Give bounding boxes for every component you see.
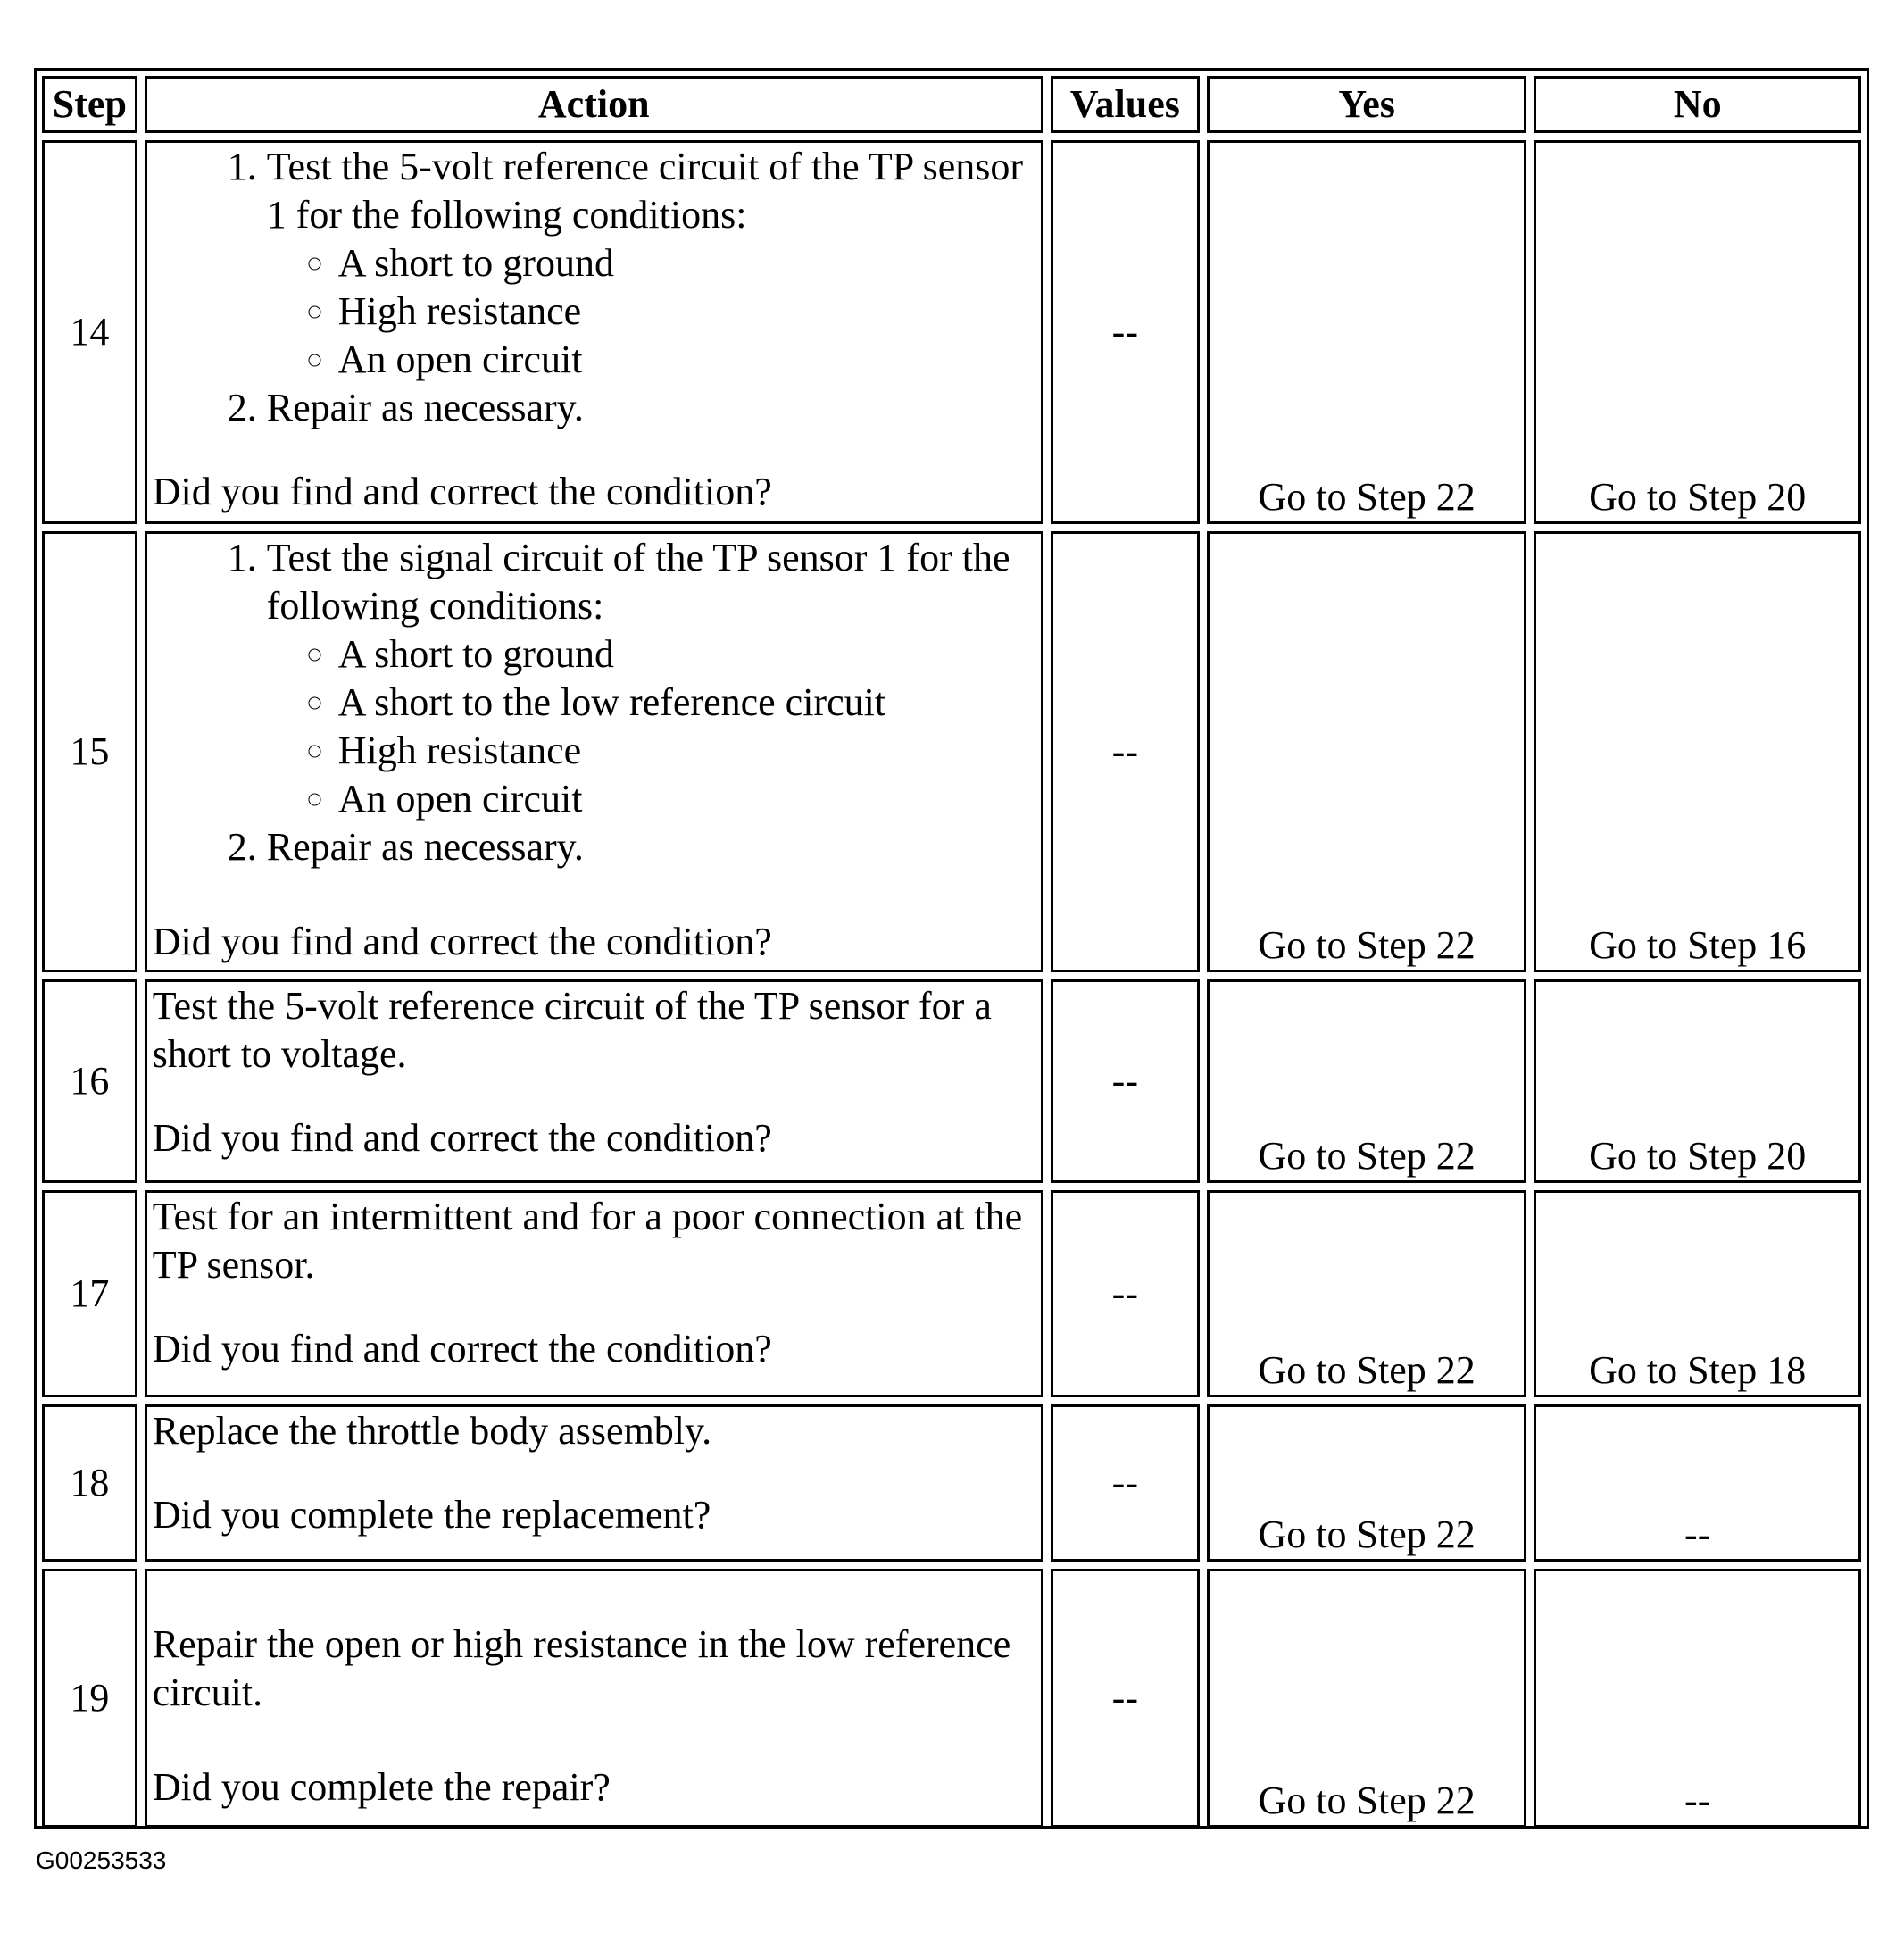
action-text: Repair the open or high resistance in the low reference circuit.	[152, 1622, 1011, 1714]
figure-id: G00253533	[36, 1846, 167, 1874]
table-row	[42, 979, 1861, 1183]
action-steps	[153, 143, 1035, 432]
condition-item: ◦ An open circuit	[338, 336, 1035, 384]
action-step	[267, 143, 1035, 384]
action-cell	[145, 979, 1043, 1183]
yes-cell: Go to Step 22	[1207, 531, 1527, 972]
action-question: Did you find and correct the condition?	[152, 1327, 772, 1371]
step-number: 15	[42, 531, 137, 972]
no-cell: --	[1534, 1404, 1861, 1562]
action-text: Test the 5-volt reference circuit of the TP sensor for a short to voltage.	[152, 984, 992, 1076]
header-step: Step	[42, 76, 137, 133]
values-cell: --	[1051, 1190, 1200, 1397]
values-cell: --	[1051, 140, 1200, 524]
condition-item: ◦ An open circuit	[338, 775, 1035, 823]
condition-item: ◦ A short to ground	[338, 630, 1035, 679]
action-question: Did you find and correct the condition?	[152, 920, 772, 963]
action-step-text: Test the signal circuit of the TP sensor 1 for the following conditions:	[266, 536, 1010, 628]
action-question: Did you complete the repair?	[152, 1765, 611, 1809]
values-cell: --	[1051, 531, 1200, 972]
action-step-text: Test the 5-volt reference circuit of the TP sensor 1 for the following conditions:	[266, 145, 1024, 237]
values-cell: --	[1051, 1569, 1200, 1828]
action-steps	[153, 534, 1035, 871]
yes-cell: Go to Step 22	[1207, 140, 1527, 524]
action-step	[267, 534, 1035, 823]
action-step	[267, 384, 1035, 432]
action-cell	[145, 1569, 1043, 1828]
no-cell: Go to Step 20	[1534, 140, 1861, 524]
action-step-text: Repair as necessary.	[266, 386, 584, 429]
diagnostic-table-frame	[34, 68, 1869, 1829]
table-row	[42, 1190, 1861, 1397]
no-cell: Go to Step 20	[1534, 979, 1861, 1183]
action-question: Did you complete the replacement?	[152, 1493, 711, 1537]
no-cell: --	[1534, 1569, 1861, 1828]
header-action: Action	[145, 76, 1043, 133]
yes-cell: Go to Step 22	[1207, 1404, 1527, 1562]
step-number: 14	[42, 140, 137, 524]
table-row	[42, 140, 1861, 524]
diagnostic-table	[35, 69, 1868, 1835]
step-number: 19	[42, 1569, 137, 1828]
step-number: 18	[42, 1404, 137, 1562]
values-cell: --	[1051, 979, 1200, 1183]
action-question: Did you find and correct the condition?	[152, 1116, 772, 1160]
action-text: Test for an intermittent and for a poor connection at the TP sensor.	[152, 1195, 1023, 1287]
action-step-text: Repair as necessary.	[266, 825, 584, 869]
table-row	[42, 531, 1861, 972]
action-question: Did you find and correct the condition?	[152, 470, 772, 513]
yes-cell: Go to Step 22	[1207, 1190, 1527, 1397]
table-row	[42, 1404, 1861, 1562]
action-cell	[145, 1404, 1043, 1562]
condition-item: ◦ High resistance	[338, 727, 1035, 775]
step-number: 16	[42, 979, 137, 1183]
condition-item: ◦ High resistance	[338, 287, 1035, 336]
condition-item: ◦ A short to ground	[338, 239, 1035, 287]
condition-item: ◦ A short to the low reference circuit	[338, 679, 1035, 727]
no-cell: Go to Step 18	[1534, 1190, 1861, 1397]
header-yes: Yes	[1207, 76, 1527, 133]
yes-cell: Go to Step 22	[1207, 979, 1527, 1183]
action-cell	[145, 1190, 1043, 1397]
action-cell	[145, 140, 1043, 524]
action-text: Replace the throttle body assembly.	[152, 1409, 712, 1453]
condition-list	[267, 239, 1035, 384]
condition-list	[267, 630, 1035, 823]
yes-cell: Go to Step 22	[1207, 1569, 1527, 1828]
action-step	[267, 823, 1035, 871]
header-no: No	[1534, 76, 1861, 133]
step-number: 17	[42, 1190, 137, 1397]
table-row	[42, 1569, 1861, 1828]
values-cell: --	[1051, 1404, 1200, 1562]
header-values: Values	[1051, 76, 1200, 133]
action-cell	[145, 531, 1043, 972]
no-cell: Go to Step 16	[1534, 531, 1861, 972]
table-header-row	[42, 76, 1861, 133]
